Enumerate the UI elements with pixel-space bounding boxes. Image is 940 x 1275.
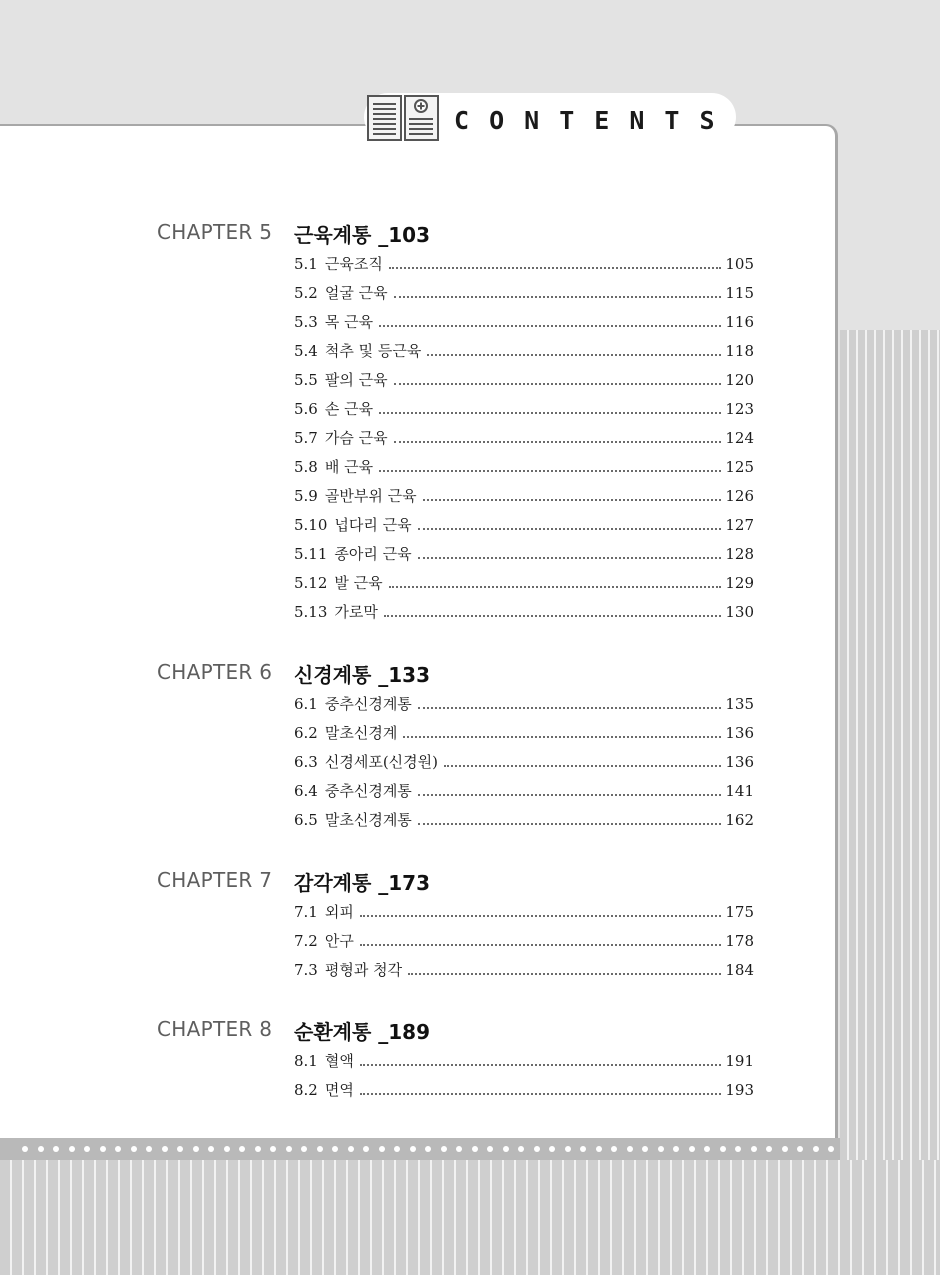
- toc-entry[interactable]: [294, 809, 754, 838]
- book-icon: [367, 95, 439, 141]
- toc-entry-title: 안구: [324, 932, 354, 950]
- band-dot: [766, 1146, 772, 1152]
- toc-entry-number: 5.5: [294, 371, 318, 389]
- toc-entry-page: 128: [725, 545, 754, 563]
- toc-entry[interactable]: [294, 930, 754, 959]
- contents-title-letter: N: [629, 106, 665, 135]
- toc-entry-number: 5.11: [294, 545, 328, 563]
- toc-entry-title: 척추 및 등근육: [324, 342, 422, 360]
- toc-entry-number: 6.4: [294, 782, 318, 800]
- band-dot: [689, 1146, 695, 1152]
- dot-leader: [360, 1093, 722, 1095]
- band-dot: [704, 1146, 710, 1152]
- toc-entry[interactable]: [294, 601, 754, 630]
- band-dot: [255, 1146, 261, 1152]
- toc-entry-page: 124: [725, 429, 754, 447]
- band-dot: [146, 1146, 152, 1152]
- band-dot: [317, 1146, 323, 1152]
- dot-leader: [403, 736, 721, 738]
- toc-entry[interactable]: [294, 485, 754, 514]
- band-dot: [115, 1146, 121, 1152]
- chapter-title[interactable]: 순환계통 _189: [294, 1020, 430, 1044]
- band-dot: [673, 1146, 679, 1152]
- band-dot: [735, 1146, 741, 1152]
- toc-entry-number: 5.12: [294, 574, 328, 592]
- dot-leader: [379, 325, 721, 327]
- toc-entry-number: 5.3: [294, 313, 318, 331]
- toc-entry-page: 191: [725, 1052, 754, 1070]
- dot-leader: [418, 794, 722, 796]
- toc-entry-page: 126: [725, 487, 754, 505]
- toc-entry-page: 184: [725, 961, 754, 979]
- band-dot: [642, 1146, 648, 1152]
- toc-entry-title: 목 근육: [324, 313, 374, 331]
- band-dot: [472, 1146, 478, 1152]
- toc-entry-page: 193: [725, 1081, 754, 1099]
- toc-entry-number: 8.2: [294, 1081, 318, 1099]
- band-dot: [270, 1146, 276, 1152]
- band-dot: [379, 1146, 385, 1152]
- dot-leader: [423, 499, 722, 501]
- toc-entry[interactable]: [294, 369, 754, 398]
- toc-entry-page: 116: [725, 313, 754, 331]
- band-dot: [797, 1146, 803, 1152]
- band-dot: [177, 1146, 183, 1152]
- toc-entry-page: 105: [725, 255, 754, 273]
- toc-entry-title: 근육조직: [324, 255, 383, 273]
- toc-entry-title: 가로막: [334, 603, 378, 621]
- toc-entry-title: 배 근육: [324, 458, 374, 476]
- toc-entry-number: 5.2: [294, 284, 318, 302]
- band-dot: [456, 1146, 462, 1152]
- dot-leader: [360, 915, 722, 917]
- band-dot: [410, 1146, 416, 1152]
- toc-entry[interactable]: [294, 751, 754, 780]
- chapter-label: CHAPTER 8: [157, 1017, 273, 1041]
- toc-entry[interactable]: [294, 456, 754, 485]
- band-dot: [286, 1146, 292, 1152]
- toc-entry-page: 115: [725, 284, 754, 302]
- toc-entry-page: 123: [725, 400, 754, 418]
- toc-entry[interactable]: [294, 311, 754, 340]
- toc-entry[interactable]: [294, 282, 754, 311]
- toc-entry-title: 면역: [324, 1081, 354, 1099]
- dot-leader: [408, 973, 721, 975]
- toc-entry-title: 발 근육: [334, 574, 383, 592]
- toc-entry[interactable]: [294, 1079, 754, 1108]
- toc-entry-number: 5.13: [294, 603, 328, 621]
- contents-title: [454, 106, 735, 135]
- dot-leader: [427, 354, 721, 356]
- contents-title-letter: C: [454, 106, 490, 135]
- band-dot: [53, 1146, 59, 1152]
- bottom-stripe-decoration: [0, 1160, 940, 1275]
- dot-leader: [389, 267, 722, 269]
- band-dot: [100, 1146, 106, 1152]
- band-dot: [487, 1146, 493, 1152]
- toc-entry-number: 7.3: [294, 961, 318, 979]
- toc-entry-page: 120: [725, 371, 754, 389]
- band-dot: [84, 1146, 90, 1152]
- band-dot: [332, 1146, 338, 1152]
- toc-entry-title: 중추신경계통: [324, 782, 412, 800]
- toc-entry-title: 골반부위 근육: [324, 487, 417, 505]
- band-dot: [425, 1146, 431, 1152]
- toc-entry-title: 종아리 근육: [334, 545, 412, 563]
- toc-entry-title: 신경세포(신경원): [324, 753, 438, 771]
- dot-leader: [389, 586, 722, 588]
- toc-entry-title: 중추신경계통: [324, 695, 412, 713]
- band-dot: [549, 1146, 555, 1152]
- chapter-title[interactable]: 신경계통 _133: [294, 663, 430, 687]
- toc-entry-page: 125: [725, 458, 754, 476]
- toc-entry-number: 5.10: [294, 516, 328, 534]
- toc-entry-number: 8.1: [294, 1052, 318, 1070]
- toc-entry-page: 175: [725, 903, 754, 921]
- chapter-label: CHAPTER 6: [157, 660, 273, 684]
- toc-entry-page: 127: [725, 516, 754, 534]
- toc-entry-title: 평형과 청각: [324, 961, 403, 979]
- dot-leader: [379, 470, 721, 472]
- chapter-title[interactable]: 감각계통 _173: [294, 871, 430, 895]
- band-dot: [782, 1146, 788, 1152]
- chapter-title[interactable]: 근육계통 _103: [294, 223, 430, 247]
- toc-entry[interactable]: [294, 959, 754, 988]
- toc-entry-page: 178: [725, 932, 754, 950]
- toc-entry[interactable]: [294, 427, 754, 456]
- band-dot: [596, 1146, 602, 1152]
- band-dot: [38, 1146, 44, 1152]
- toc-entry[interactable]: [294, 543, 754, 572]
- toc-entry-title: 가슴 근육: [324, 429, 388, 447]
- dot-leader: [379, 412, 721, 414]
- contents-title-letter: O: [489, 106, 525, 135]
- contents-title-letter: T: [664, 106, 700, 135]
- toc-entry-title: 말초신경계: [324, 724, 398, 742]
- band-dot: [565, 1146, 571, 1152]
- toc-entry-title: 말초신경계통: [324, 811, 412, 829]
- toc-entry-number: 7.1: [294, 903, 318, 921]
- toc-entry-page: 129: [725, 574, 754, 592]
- dot-leader: [444, 765, 721, 767]
- band-dot: [239, 1146, 245, 1152]
- band-dot: [518, 1146, 524, 1152]
- toc-list: [294, 253, 754, 630]
- band-dot: [441, 1146, 447, 1152]
- dot-leader: [418, 823, 722, 825]
- toc-entry-page: 162: [725, 811, 754, 829]
- band-dot: [828, 1146, 834, 1152]
- toc-entry-title: 외피: [324, 903, 354, 921]
- right-stripe-decoration: [840, 330, 940, 1275]
- toc-entry-page: 141: [725, 782, 754, 800]
- toc-entry-number: 5.1: [294, 255, 318, 273]
- toc-entry-title: 손 근육: [324, 400, 374, 418]
- contents-title-letter: N: [524, 106, 560, 135]
- toc-entry-title: 혈액: [324, 1052, 354, 1070]
- toc-list: [294, 1050, 754, 1108]
- toc-list: [294, 901, 754, 988]
- toc-entry-title: 팔의 근육: [324, 371, 388, 389]
- dot-leader: [394, 383, 722, 385]
- toc-entry-number: 5.7: [294, 429, 318, 447]
- dot-leader: [360, 1064, 722, 1066]
- band-dot: [22, 1146, 28, 1152]
- toc-entry[interactable]: [294, 514, 754, 543]
- contents-title-letter: S: [699, 106, 735, 135]
- band-dot: [224, 1146, 230, 1152]
- chapter-label: CHAPTER 7: [157, 868, 273, 892]
- toc-entry[interactable]: [294, 572, 754, 601]
- band-dot: [301, 1146, 307, 1152]
- dot-leader: [418, 528, 722, 530]
- toc-entry[interactable]: [294, 253, 754, 282]
- band-dot: [193, 1146, 199, 1152]
- band-dot: [580, 1146, 586, 1152]
- toc-entry-page: 136: [725, 724, 754, 742]
- contents-title-letter: T: [559, 106, 595, 135]
- dot-leader: [394, 296, 722, 298]
- toc-entry-page: 135: [725, 695, 754, 713]
- band-dot: [208, 1146, 214, 1152]
- toc-entry[interactable]: [294, 901, 754, 930]
- toc-entry-number: 6.1: [294, 695, 318, 713]
- toc-entry-page: 118: [725, 342, 754, 360]
- band-dot: [720, 1146, 726, 1152]
- toc-entry-number: 6.3: [294, 753, 318, 771]
- toc-entry-number: 6.2: [294, 724, 318, 742]
- contents-title-letter: E: [594, 106, 630, 135]
- toc-entry[interactable]: [294, 340, 754, 369]
- toc-entry-number: 5.4: [294, 342, 318, 360]
- band-dot: [751, 1146, 757, 1152]
- dot-leader: [384, 615, 721, 617]
- band-dot: [394, 1146, 400, 1152]
- band-dot: [611, 1146, 617, 1152]
- band-dot: [534, 1146, 540, 1152]
- toc-entry[interactable]: [294, 398, 754, 427]
- dot-leader: [394, 441, 722, 443]
- band-dot: [503, 1146, 509, 1152]
- band-dot: [363, 1146, 369, 1152]
- toc-entry[interactable]: [294, 780, 754, 809]
- toc-entry-title: 얼굴 근육: [324, 284, 388, 302]
- toc-entry[interactable]: [294, 693, 754, 722]
- band-dot: [348, 1146, 354, 1152]
- toc-entry-number: 6.5: [294, 811, 318, 829]
- toc-entry-title: 넙다리 근육: [334, 516, 412, 534]
- band-dot: [69, 1146, 75, 1152]
- toc-entry-page: 136: [725, 753, 754, 771]
- dot-leader: [418, 707, 722, 709]
- dot-leader: [418, 557, 722, 559]
- band-dot: [627, 1146, 633, 1152]
- band-dot: [813, 1146, 819, 1152]
- toc-entry[interactable]: [294, 1050, 754, 1079]
- toc-entry-number: 5.9: [294, 487, 318, 505]
- dot-leader: [360, 944, 722, 946]
- toc-entry-number: 5.6: [294, 400, 318, 418]
- band-dot: [162, 1146, 168, 1152]
- band-dot: [131, 1146, 137, 1152]
- band-dot: [658, 1146, 664, 1152]
- toc-entry[interactable]: [294, 722, 754, 751]
- toc-entry-number: 5.8: [294, 458, 318, 476]
- toc-entry-page: 130: [725, 603, 754, 621]
- toc-entry-number: 7.2: [294, 932, 318, 950]
- toc-list: [294, 693, 754, 838]
- dotted-band-decoration: [0, 1138, 840, 1160]
- chapter-label: CHAPTER 5: [157, 220, 273, 244]
